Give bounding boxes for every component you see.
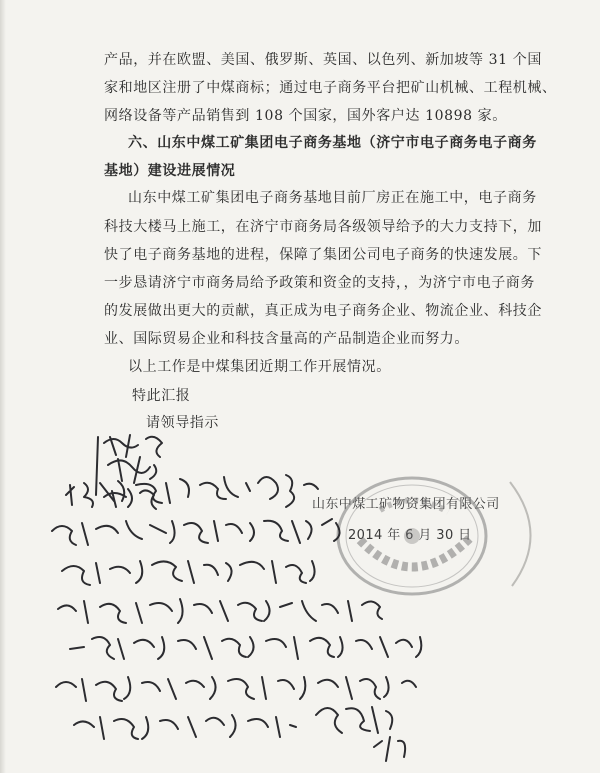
text-line: 快了电子商务基地的进程，保障了集团公司电子商务的快速发展。下 [104, 247, 542, 263]
section-heading: 六、山东中煤工矿集团电子商务基地（济宁市电子商务电子商务 [128, 135, 537, 151]
text-line: 网络设备等产品销售到 108 个国家，国外客户达 10898 家。 [104, 108, 507, 124]
request-line: 请领导指示 [146, 415, 219, 431]
summary-line: 以上工作是中煤集团近期工作开展情况。 [128, 359, 391, 375]
handwritten-annotation [0, 425, 600, 773]
closing-line: 特此汇报 [132, 388, 191, 404]
text-line: 一步恳请济宁市商务局给予政策和资金的支持，，为济宁市电子商务 [104, 275, 535, 291]
text-line: 山东中煤工矿集团电子商务基地目前厂房正在施工中，电子商务 [128, 190, 537, 206]
text-line: 家和地区注册了中煤商标；通过电子商务平台把矿山机械、工程机械、 [104, 80, 557, 96]
text-line: 产品，并在欧盟、美国、俄罗斯、英国、以色列、新加坡等 31 个国 [104, 52, 542, 68]
text-line: 业、国际贸易企业和科技含量高的产品制造企业而努力。 [104, 331, 469, 347]
company-name: 山东中煤工矿物资集团有限公司 [312, 497, 500, 512]
text-line: 的发展做出更大的贡献，真正成为电子商务企业、物流企业、科技企 [104, 303, 542, 319]
section-heading: 基地）建设进展情况 [104, 163, 236, 179]
text-line: 科技大楼马上施工，在济宁市商务局各级领导给予的大力支持下，加 [104, 219, 542, 235]
document-date: 2014 年 6 月 30 日 [348, 528, 472, 543]
